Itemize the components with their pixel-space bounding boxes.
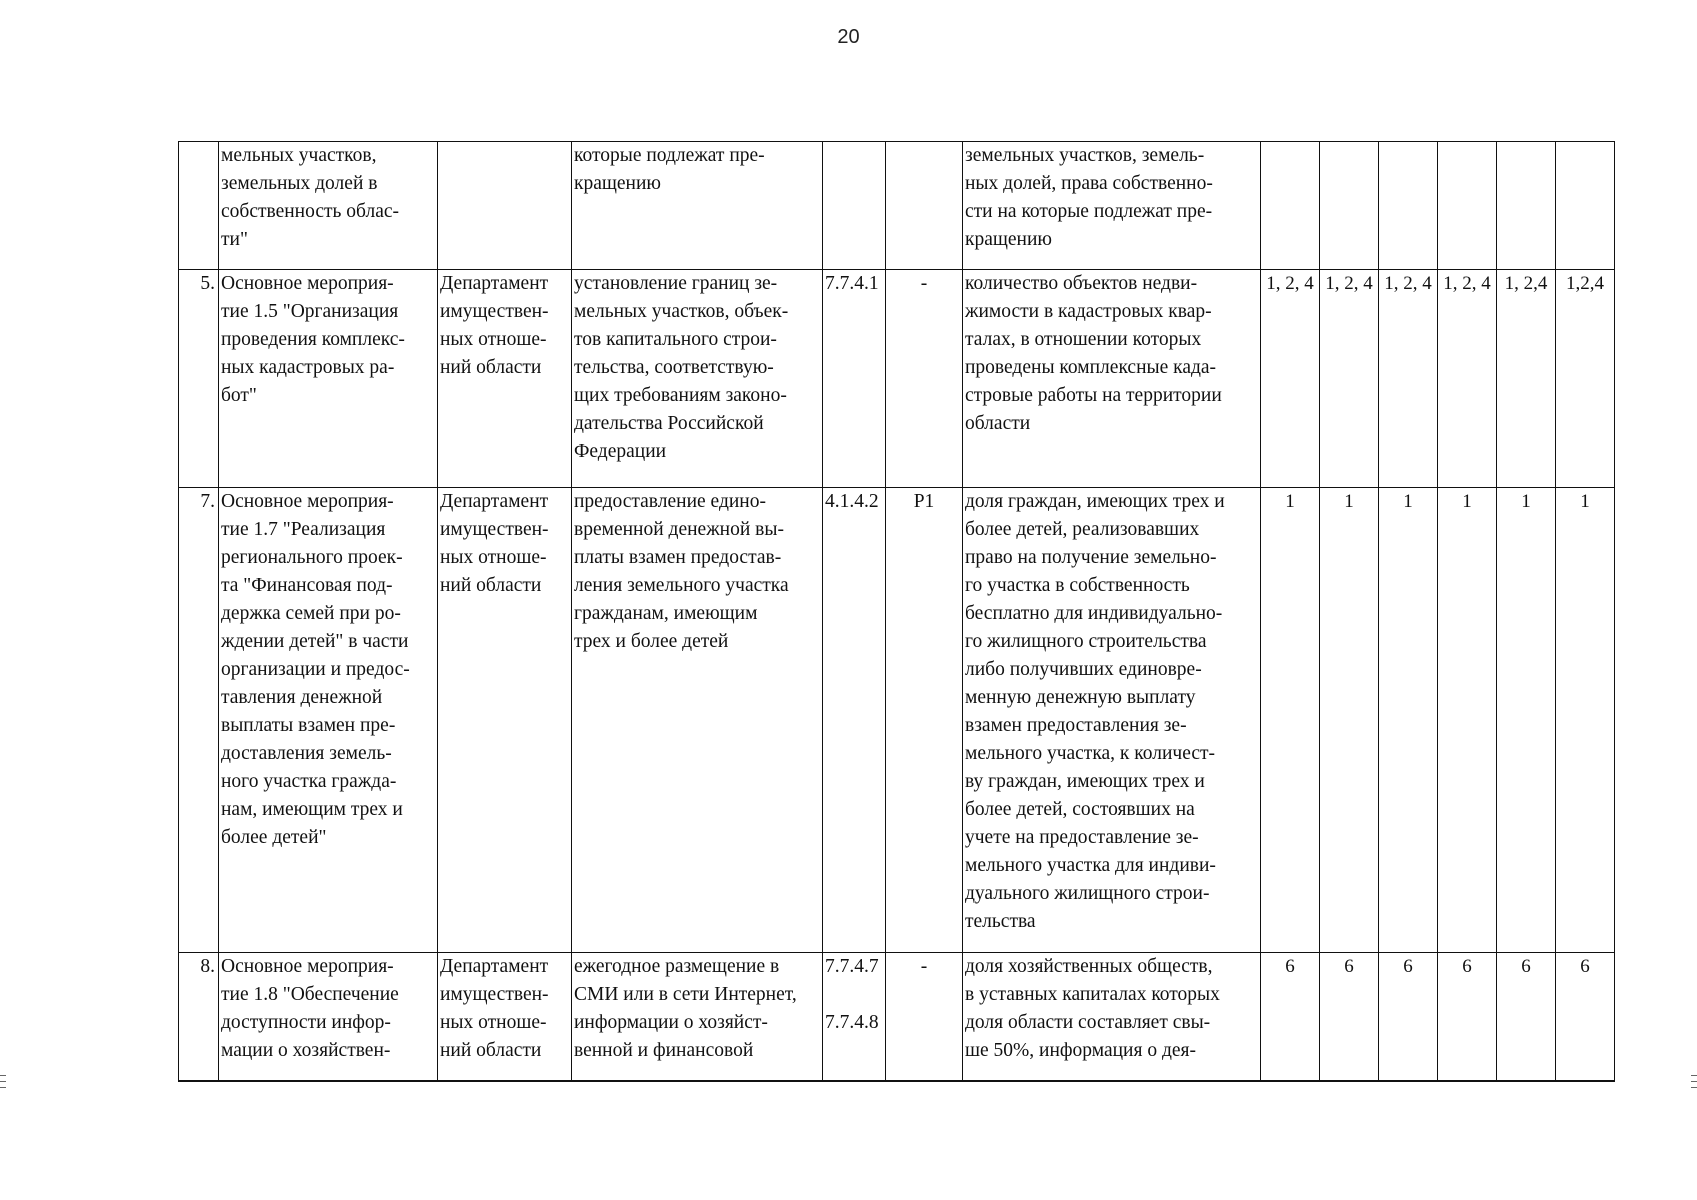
value-cell xyxy=(1261,142,1320,270)
scan-mark xyxy=(1691,1087,1697,1088)
result-cell: ежегодное размещение в СМИ или в сети Интернет, информации о хозяйст- венной и финансовой xyxy=(572,953,823,1081)
value-cell: 1, 2, 4 xyxy=(1261,270,1320,488)
value-cell xyxy=(1320,142,1379,270)
value-cell: 1 xyxy=(1556,488,1615,953)
executor-cell: Департамент имуществен- ных отноше- ний области xyxy=(438,953,572,1081)
row-number xyxy=(179,142,219,270)
value-cell: 1 xyxy=(1379,488,1438,953)
activity-cell: мельных участков, земельных долей в собственность облас- ти" xyxy=(219,142,438,270)
code-cell: 7.7.4.7 7.7.4.8 xyxy=(823,953,886,1081)
indicator-cell: земельных участков, земель- ных долей, права собственно- сти на которые подлежат пре- кращению xyxy=(963,142,1261,270)
executor-cell xyxy=(438,142,572,270)
value-cell: 6 xyxy=(1320,953,1379,1081)
extra-cell: Р1 xyxy=(886,488,963,953)
table-row xyxy=(179,270,1615,488)
code-cell xyxy=(823,142,886,270)
value-cell: 6 xyxy=(1379,953,1438,1081)
value-cell: 6 xyxy=(1261,953,1320,1081)
activity-cell: Основное мероприя- тие 1.7 "Реализация регионального проек- та "Финансовая под- держка семей при ро- ждении детей" в части организации и предос- тавления денежной выплаты взамен пре- доставления земель- ного участка гражда- нам, имеющим трех и более детей" xyxy=(219,488,438,953)
row-number: 5. xyxy=(179,270,219,488)
value-cell xyxy=(1497,142,1556,270)
program-activities-table xyxy=(178,141,1615,1082)
value-cell: 6 xyxy=(1556,953,1615,1081)
activity-cell: Основное мероприя- тие 1.5 "Организация проведения комплекс- ных кадастровых ра- бот" xyxy=(219,270,438,488)
table-row xyxy=(179,142,1615,270)
result-cell: установление границ зе- мельных участков, объек- тов капитального строи- тельства, соответствую- щих требованиям законо- дательства Российской Федерации xyxy=(572,270,823,488)
value-cell: 6 xyxy=(1438,953,1497,1081)
indicator-cell: доля хозяйственных обществ, в уставных капиталах которых доля области составляет свы- ше 50%, информация о дея- xyxy=(963,953,1261,1081)
table-row xyxy=(179,488,1615,953)
value-cell: 1 xyxy=(1261,488,1320,953)
value-cell: 1, 2, 4 xyxy=(1438,270,1497,488)
extra-cell: - xyxy=(886,953,963,1081)
indicator-cell: доля граждан, имеющих трех и более детей, реализовавших право на получение земельно- го участка в собственность бесплатно для индивидуально- го жилищного строительства либо получивших единовре- менную денежную выплату взамен предоставления зе- мельного участка, к количест- ву граждан, имеющих трех и более детей, состоявших на учете на предоставление зе- мельного участка для индиви- дуального жилищного строи- тельства xyxy=(963,488,1261,953)
value-cell: 1 xyxy=(1497,488,1556,953)
executor-cell: Департамент имуществен- ных отноше- ний области xyxy=(438,488,572,953)
scan-mark xyxy=(0,1081,6,1082)
extra-cell xyxy=(886,142,963,270)
value-cell xyxy=(1438,142,1497,270)
indicator-cell: количество объектов недви- жимости в кадастровых квар- талах, в отношении которых проведены комплексные када- стровые работы на территории области xyxy=(963,270,1261,488)
extra-cell: - xyxy=(886,270,963,488)
scan-mark xyxy=(1691,1081,1697,1082)
value-cell: 1, 2,4 xyxy=(1497,270,1556,488)
row-number: 7. xyxy=(179,488,219,953)
value-cell: 1, 2, 4 xyxy=(1320,270,1379,488)
value-cell: 6 xyxy=(1497,953,1556,1081)
scan-mark xyxy=(1691,1075,1697,1076)
value-cell: 1 xyxy=(1320,488,1379,953)
scan-mark xyxy=(0,1087,6,1088)
value-cell xyxy=(1379,142,1438,270)
executor-cell: Департамент имуществен- ных отноше- ний области xyxy=(438,270,572,488)
value-cell: 1 xyxy=(1438,488,1497,953)
value-cell xyxy=(1556,142,1615,270)
activity-cell: Основное мероприя- тие 1.8 "Обеспечение доступности инфор- мации о хозяйствен- xyxy=(219,953,438,1081)
code-cell: 7.7.4.1 xyxy=(823,270,886,488)
value-cell: 1, 2, 4 xyxy=(1379,270,1438,488)
value-cell: 1,2,4 xyxy=(1556,270,1615,488)
page-number: 20 xyxy=(837,26,860,48)
code-cell: 4.1.4.2 xyxy=(823,488,886,953)
scan-mark xyxy=(0,1075,6,1076)
table-row xyxy=(179,953,1615,1081)
result-cell: которые подлежат пре- кращению xyxy=(572,142,823,270)
result-cell: предоставление едино- временной денежной вы- платы взамен предостав- ления земельного участка гражданам, имеющим трех и более детей xyxy=(572,488,823,953)
row-number: 8. xyxy=(179,953,219,1081)
